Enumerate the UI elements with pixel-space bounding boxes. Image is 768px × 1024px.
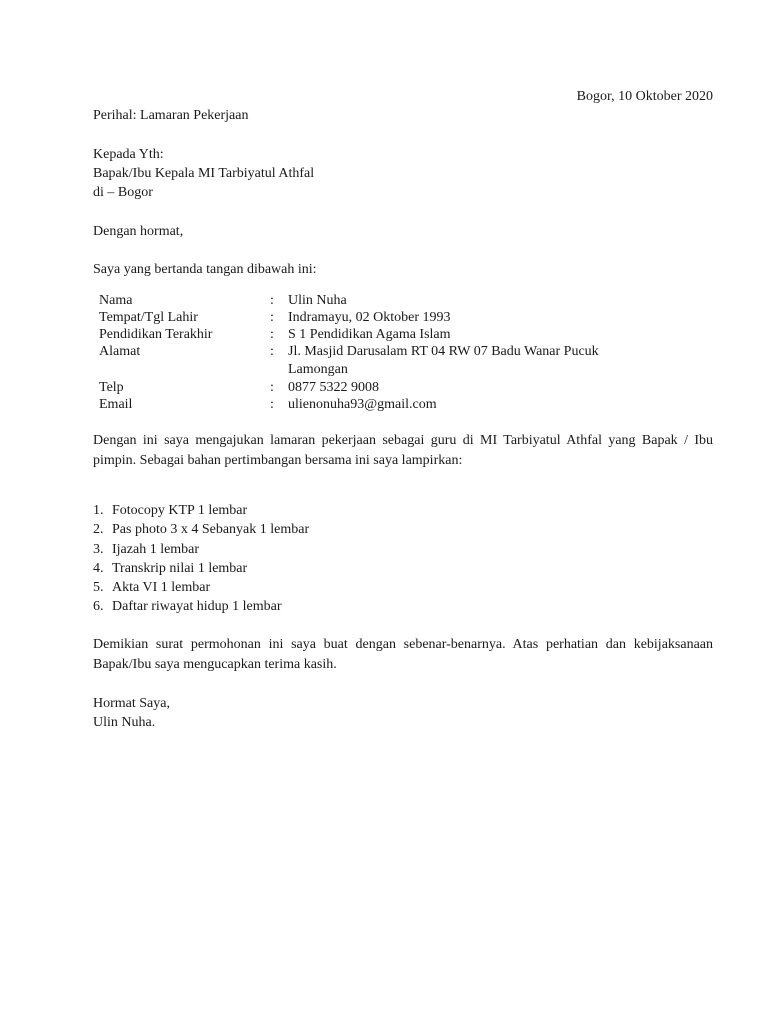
biodata-label: Telp (99, 380, 124, 395)
list-text: Akta VI 1 lembar (112, 580, 211, 596)
biodata-row-name (99, 292, 659, 309)
biodata-label: Tempat/Tgl Lahir (99, 310, 198, 325)
list-number: 1. (93, 503, 104, 518)
closing-paragraph: Demikian surat permohonan ini saya buat dengan sebenar-benarnya. Atas perhatian dan kebijaksanaan Bapak/Ibu saya mengucapkan terima kasih. (93, 637, 713, 672)
signatory-name: Ulin Nuha. (93, 715, 156, 730)
biodata-row-email (99, 396, 659, 413)
biodata-row-address (99, 343, 659, 379)
list-text: Ijazah 1 lembar (112, 541, 200, 557)
application-paragraph: Dengan ini saya mengajukan lamaran pekerjaan sebagai guru di MI Tarbiyatul Athfal yang Bapak / Ibu pimpin. Sebagai bahan pertimbangan bersama ini saya lampirkan: (93, 433, 713, 468)
biodata-label: Pendidikan Terakhir (99, 327, 213, 342)
letter-date: Bogor, 10 Oktober 2020 (576, 89, 713, 104)
list-number: 2. (93, 522, 104, 538)
biodata-value: 0877 5322 9008 (288, 380, 379, 395)
biodata-label: Nama (99, 293, 133, 308)
biodata-value: S 1 Pendidikan Agama Islam (288, 327, 451, 342)
list-text: Daftar riwayat hidup 1 lembar (112, 599, 282, 615)
biodata-colon: : (270, 310, 274, 325)
list-number: 3. (93, 541, 104, 557)
recipient-line-2: Bapak/Ibu Kepala MI Tarbiyatul Athfal (93, 166, 315, 181)
attachment-list (93, 501, 309, 617)
intro-line: Saya yang bertanda tangan dibawah ini: (93, 262, 317, 277)
biodata-colon: : (270, 380, 274, 395)
list-item (93, 597, 309, 616)
biodata-row-birth (99, 309, 659, 326)
letter-subject: Perihal: Lamaran Pekerjaan (93, 108, 249, 123)
biodata-label: Email (99, 397, 133, 412)
list-number: 4. (93, 560, 104, 576)
biodata-colon: : (270, 397, 274, 412)
list-text: Transkrip nilai 1 lembar (112, 560, 248, 576)
list-text: Fotocopy KTP 1 lembar (112, 503, 248, 518)
recipient-line-1: Kepada Yth: (93, 147, 164, 162)
list-number: 6. (93, 599, 104, 615)
biodata-colon: : (270, 344, 274, 359)
recipient-line-3: di – Bogor (93, 185, 153, 200)
biodata-value: Indramayu, 02 Oktober 1993 (288, 310, 451, 325)
list-item (93, 520, 309, 539)
biodata-colon: : (270, 293, 274, 308)
biodata-row-education (99, 326, 659, 343)
list-number: 5. (93, 580, 104, 596)
list-text: Pas photo 3 x 4 Sebanyak 1 lembar (112, 522, 310, 538)
list-item (93, 578, 309, 597)
list-item (93, 540, 309, 559)
biodata-value: Ulin Nuha (288, 293, 347, 308)
biodata-table (99, 292, 659, 413)
biodata-colon: : (270, 327, 274, 342)
biodata-value: Jl. Masjid Darusalam RT 04 RW 07 Badu Wanar Pucuk Lamongan (288, 344, 599, 377)
sign-off: Hormat Saya, (93, 696, 170, 711)
biodata-label: Alamat (99, 344, 141, 359)
biodata-row-phone (99, 379, 659, 396)
greeting: Dengan hormat, (93, 224, 184, 239)
list-item (93, 501, 309, 520)
list-item (93, 559, 309, 578)
biodata-value: ulienonuha93@gmail.com (288, 397, 437, 412)
